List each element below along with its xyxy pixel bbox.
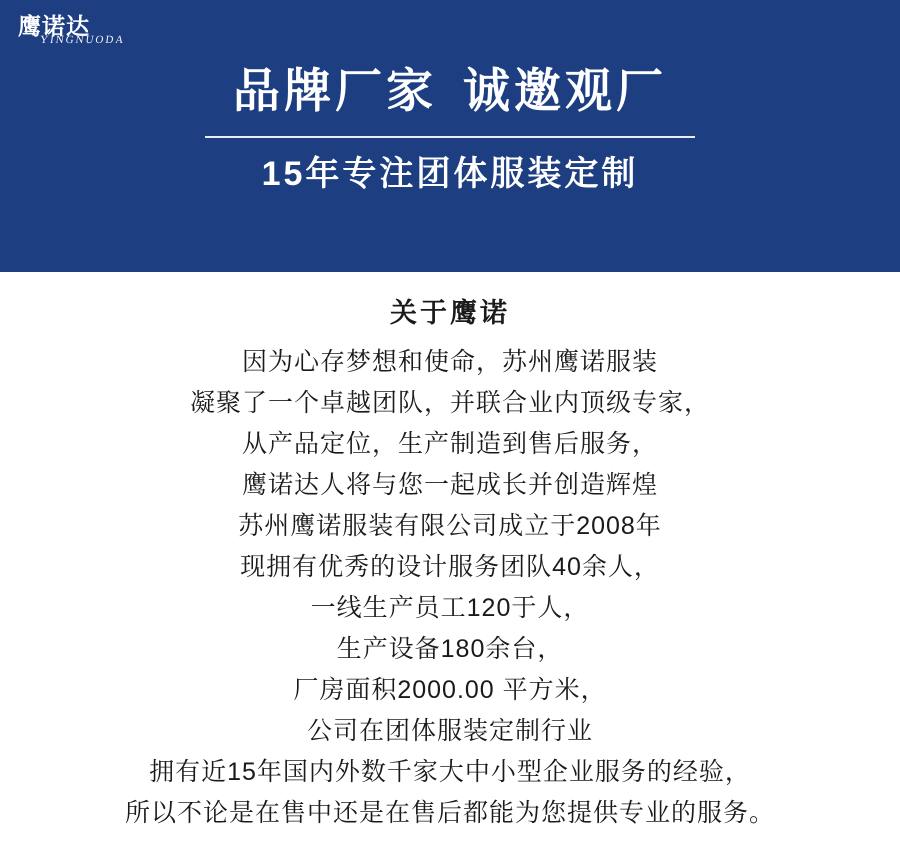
about-line: 现拥有优秀的设计服务团队40余人， bbox=[240, 553, 660, 581]
brand-logo bbox=[18, 14, 127, 60]
brand-logo-subtext: YINGNUODA bbox=[39, 34, 127, 46]
banner-divider bbox=[205, 136, 695, 138]
about-line: 从产品定位，生产制造到售后服务， bbox=[241, 430, 658, 458]
about-line: 生产设备180余台， bbox=[336, 635, 564, 663]
about-line: 厂房面积2000.00 平方米， bbox=[293, 676, 607, 704]
about-line: 苏州鹰诺服装有限公司成立于2008年 bbox=[238, 512, 662, 540]
about-title: 关于鹰诺 bbox=[390, 298, 510, 328]
about-line: 所以不论是在售中还是在售后都能为您提供专业的服务。 bbox=[124, 799, 775, 827]
hero-banner bbox=[0, 0, 900, 272]
brand-logo-mark: 鹰诺达 bbox=[18, 14, 90, 39]
about-line: 凝聚了一个卓越团队，并联合业内顶级专家， bbox=[189, 389, 710, 417]
banner-subheadline: 15年专注团体服装定制 bbox=[261, 155, 639, 193]
about-line: 鹰诺达人将与您一起成长并创造辉煌 bbox=[241, 471, 658, 499]
about-line: 公司在团体服装定制行业 bbox=[306, 717, 593, 745]
about-body bbox=[20, 342, 880, 834]
about-line: 因为心存梦想和使命，苏州鹰诺服装 bbox=[241, 348, 658, 376]
banner-headline bbox=[233, 62, 667, 120]
banner-headline-right: 诚邀观厂 bbox=[463, 64, 667, 117]
banner-headline-left: 品牌厂家 bbox=[233, 64, 437, 117]
about-section bbox=[0, 272, 900, 852]
about-line: 一线生产员工120于人， bbox=[310, 594, 590, 622]
about-line: 拥有近15年国内外数千家大中小型企业服务的经验， bbox=[149, 758, 751, 786]
